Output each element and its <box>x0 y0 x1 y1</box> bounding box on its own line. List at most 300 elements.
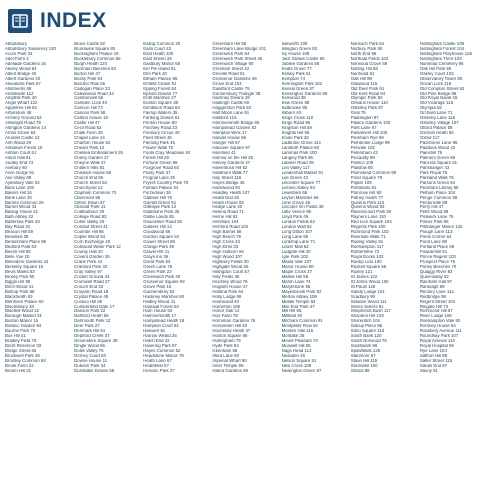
index-entry: Gillespie Park 12 <box>143 205 177 210</box>
index-entry: Queens Park 110 <box>350 200 385 205</box>
index-entry: Soho Square 113 <box>350 329 385 334</box>
index-entry: Furzedown 26 <box>143 190 171 195</box>
index-entry: Pond Lane 88 <box>419 240 447 245</box>
index-entry: Roehampton Vale 92 <box>419 319 461 324</box>
index-entry: Great Park 53 <box>143 259 171 264</box>
index-entry: Crane Park 44 <box>74 259 103 264</box>
index-entry: Oak Hill Park 59 <box>419 66 452 71</box>
index-entry: Orchard Lane 71 <box>419 111 453 116</box>
index-entry: Cherry Garden 27 <box>74 155 109 160</box>
index-entry: Halliford 115 <box>212 116 237 121</box>
index-entry: County Hall 20 <box>74 250 103 255</box>
index-entry: Rainham Hall 97 <box>419 279 452 284</box>
index-entry: Palace Gardens 100 <box>350 121 391 126</box>
index-entry: Adelaide Gardens 16 <box>5 61 46 66</box>
index-entry: Fleming Park 45 <box>143 141 175 146</box>
index-entry: Panshanger 43 <box>419 165 450 170</box>
index-entry: Avon Gorge 91 <box>5 170 35 175</box>
index-entry: Charlton House 62 <box>74 141 111 146</box>
index-entry: Kensington Gardens 98 <box>281 91 328 96</box>
index-entry: Penge Common 58 <box>419 195 458 200</box>
index-entry: Scadbury 90 <box>350 294 376 299</box>
index-entry: Hazelwood 94 <box>212 185 240 190</box>
index-entry: Plumstead Common 98 <box>350 170 397 175</box>
index-entry: Poets Corner 64 <box>419 235 452 240</box>
index-entry: Norwood Grove 68 <box>350 61 388 66</box>
index-entry: Copse Wood 54 <box>74 235 106 240</box>
index-entry: Ashton Court 61 <box>5 150 37 155</box>
index-entry: Homerton 108 <box>212 304 240 309</box>
index-entry: Olympia 92 <box>419 106 442 111</box>
index-entry: Mortlake 36 <box>281 334 305 339</box>
index-entry: Oxshott Heath 65 <box>419 131 454 136</box>
index-entry: Mount Pleasant 74 <box>281 339 318 344</box>
index-entry: Lewisham 56 <box>281 190 308 195</box>
index-entry: Hampton Wick 17 <box>212 131 247 136</box>
index-entry: Bourne Park 70 <box>5 329 36 334</box>
index-entry: St James 122 <box>350 274 378 279</box>
index-entry: Hertford Road 102 <box>212 225 249 230</box>
index-entry: Croydon Road 18 <box>74 289 109 294</box>
index-entry: North End 96 <box>350 51 377 56</box>
index-entry: Foxgrove Road 60 <box>143 165 180 170</box>
index-entry: Sandy Lodge 101 <box>350 289 385 294</box>
index-entry: Burton Hill 47 <box>74 71 101 76</box>
index-entry: Basing House 21 <box>5 210 39 215</box>
index-entry: Gallows Hill 76 <box>143 195 173 200</box>
index-entry: Camden Lock 40 <box>74 101 107 106</box>
index-entry: Appletree Hill 62 <box>5 106 37 111</box>
index-entry: Axe Valley 89 <box>5 175 32 180</box>
index-entry: Brent Reservoir 33 <box>5 344 42 349</box>
index-entry: Newington Green 87 <box>281 368 322 373</box>
index-entry: Downe House 11 <box>74 359 108 363</box>
index-entry: Little Venice 95 <box>281 210 312 215</box>
index-entry: Pimlico 109 <box>350 160 374 165</box>
index-entry: Friary Park 37 <box>143 170 171 175</box>
index-entry: Lime Grove 46 <box>281 200 311 205</box>
index-entry: Nottingham Forest 104 <box>419 46 465 51</box>
index-entry: Bishop Park 58 <box>5 289 35 294</box>
index-entry: Hersham 104 <box>212 220 239 225</box>
index-entry: Royal Arsenal 114 <box>419 339 455 344</box>
index-entry: Cheam Park 12 <box>74 146 105 151</box>
index-entry: Pinner Park 96 <box>419 220 449 225</box>
index-entry: Nottingham Trent 103 <box>419 56 462 61</box>
index-entry: Garratt Green 51 <box>143 200 177 205</box>
index-entry: Greenham Hill 55 <box>212 42 247 46</box>
index-entry: Latimer Road 39 <box>281 160 314 165</box>
index-entry: Ruxley 121 <box>350 269 373 274</box>
index-entry: Archery Ground 54 <box>5 116 42 121</box>
index-entry: Shoreditch 104 <box>350 319 380 324</box>
index-entry: Rotherhithe 72 <box>350 250 380 255</box>
index-entry: Gower Street 65 <box>143 240 175 245</box>
index-entry: Osterley Park 87 <box>350 106 384 111</box>
index-entry: Gravel Hill 41 <box>143 250 170 255</box>
index-entry: Beacon Hill 59 <box>5 230 34 235</box>
index-entry: Nonsuch Park 54 <box>350 42 385 46</box>
index-entry: Akeley Wood 64 <box>5 66 37 71</box>
index-entry: Middle Temple 84 <box>281 299 316 304</box>
index-entry: Island Gardens 69 <box>212 368 248 373</box>
index-entry: Kennington Park 102 <box>281 81 323 86</box>
index-entry: Lambeth Palace 60 <box>281 146 319 151</box>
index-entry: Langley Park 86 <box>281 155 313 160</box>
index-entry: Epping Forest 64 <box>143 86 177 91</box>
index-entry: Half Moon Lane 91 <box>212 111 250 116</box>
index-entry: Bevis Marks 63 <box>5 269 35 274</box>
index-entry: Kilburn 40 <box>281 111 302 116</box>
index-entry: Devonshire Square 48 <box>74 339 118 344</box>
index-entry: London Fields 62 <box>281 220 315 225</box>
index-entry: Nunhead Cemetery 96 <box>419 61 464 66</box>
index-entry: Forest Hill 29 <box>143 155 169 160</box>
index-entry: Clapham Common 70 <box>74 190 117 195</box>
index-entry: High Cross 43 <box>212 240 240 245</box>
index-entry: Old Deer Park 91 <box>350 86 385 91</box>
index-entry: Burnham Beeches 63 <box>74 66 116 71</box>
index-entry: Portland Place 96 <box>419 245 455 250</box>
index-entry: Eastbury Manor 68 <box>143 61 180 66</box>
index-entry: Earls Court 43 <box>143 46 172 51</box>
index-entry: Seven Sisters 81 <box>350 304 384 309</box>
index-entry: Deptford Creek 37 <box>74 334 110 339</box>
index-entry: Paddock Wood 42 <box>419 146 456 151</box>
index-entry: Parkland Walk 75 <box>419 175 454 180</box>
index-entry: Ickenham 58 <box>212 349 238 354</box>
index-entry: Handel House 86 <box>212 136 246 141</box>
index-entry: Mill Hill 65 <box>281 309 302 314</box>
index-entry: Pembroke Lodge 99 <box>350 141 390 146</box>
index-entry: Packhorse Lane 96 <box>419 141 458 146</box>
index-entry: High Beech 79 <box>212 235 241 240</box>
index-entry: High Wood 107 <box>212 254 243 259</box>
index-entry: Ham House 50 <box>143 309 173 314</box>
index-entry: Albert Bridge 40 <box>5 71 37 76</box>
index-column <box>5 42 70 484</box>
index-entry: Kidbrooke 85 <box>281 106 308 111</box>
index-entry: Painshill 79 <box>419 150 443 155</box>
index-entry: Oval 75 <box>350 111 366 116</box>
index-entry: Richmond Park 102 <box>350 230 389 235</box>
index-entry: Epsom Downs 77 <box>143 91 178 96</box>
index-entry: Holmwood 40 <box>212 299 239 304</box>
index-entry: Reigate Hill 73 <box>419 304 449 309</box>
index-entry: Kelsey Park 61 <box>281 71 311 76</box>
index-entry: Fortune Green 88 <box>143 160 178 165</box>
index-entry: Hilly Fields 35 <box>212 274 240 279</box>
index-entry: Hillingdon Court 57 <box>212 269 250 274</box>
index-entry: Herne Hill 92 <box>212 215 238 220</box>
index-entry: Bay Road 31 <box>5 225 31 230</box>
index-entry: Hurlingham 79 <box>212 339 241 344</box>
index-entry: Hanover Square 97 <box>212 146 251 151</box>
index-entry: Green Lane 76 <box>143 264 173 269</box>
index-entry: Acorn Park 34 <box>5 51 33 56</box>
index-entry: Lee Green 42 <box>281 175 309 180</box>
index-entry: Rosebery Avenue 111 <box>419 329 462 334</box>
index-entry: Ilford Lane 60 <box>212 354 239 359</box>
index-entry: Highgate Wood 60 <box>212 264 249 269</box>
index-entry: Greenham Lane Bridge 101 <box>212 46 267 51</box>
index-entry: Cotswold Water Park 12 <box>74 245 121 250</box>
index-entry: Hedge Lane 30 <box>212 205 243 210</box>
index-entry: Dorney Court 60 <box>74 354 107 359</box>
index-entry: Albert Gardens 20 <box>5 76 41 81</box>
index-entry: Foots Cray Meadows 92 <box>143 150 191 155</box>
index-entry: Bearsted 38 <box>5 235 29 240</box>
index-entry: Eltham Palace 85 <box>143 76 178 81</box>
index-entry: Back Lane 100 <box>5 185 34 190</box>
index-entry: Clifton Down 67 <box>74 200 105 205</box>
index-entry: Cuckoo Hill 80 <box>74 299 103 304</box>
index-entry: Conduit Street 41 <box>74 225 108 230</box>
index-entry: College Road 83 <box>74 215 107 220</box>
index-entry: Cromwell Road 27 <box>74 279 110 284</box>
index-entry: Abbotsbury Swannery 120 <box>5 46 56 51</box>
index-entry: Broom Hill 21 <box>5 368 32 373</box>
index-entry: Hoo Farm 78 <box>212 314 238 319</box>
index-entry: Gunnersbury 62 <box>143 289 175 294</box>
index-entry: St Pauls 126 <box>350 284 376 289</box>
index-entry: Kew Green 88 <box>281 101 310 106</box>
index-entry: Hainault Forest 63 <box>143 304 179 309</box>
index-entry: Long Lane 95 <box>281 235 309 240</box>
index-entry: Prince Regent 103 <box>419 254 456 259</box>
index-entry: Millfield 40 <box>281 314 303 319</box>
index-entry: Rye Lane 104 <box>419 349 447 354</box>
index-entry: Blackheath 63 <box>5 294 33 299</box>
index-entry: Ivy House 108 <box>281 51 310 56</box>
index-entry: Camberwell 56 <box>74 96 104 101</box>
index-entry: Long Ditton 107 <box>281 230 313 235</box>
index-entry: Plaistow 80 <box>350 165 373 170</box>
index-entry: Coldharbour 28 <box>74 210 105 215</box>
index-entry: Oxted 117 <box>419 136 440 141</box>
index-entry: Montpelier Row 54 <box>281 324 318 329</box>
index-entry: Ashdown Forest 16 <box>5 146 43 151</box>
index-entry: River Lodge 108 <box>419 314 452 319</box>
index-entry: Allotments 68 <box>5 86 32 91</box>
index-entry: Old Pine Bridge 88 <box>419 91 457 96</box>
index-entry: Ash Wood 29 <box>5 141 31 146</box>
index-entry: Hogarth House 47 <box>212 284 248 289</box>
index-entry: Angel Wharf 122 <box>5 101 38 106</box>
index-entry: Heath House 83 <box>212 200 244 205</box>
index-entry: Adel Farm 2 <box>5 56 29 61</box>
index-entry: Gunnersbury Triangle 38 <box>212 91 261 96</box>
index-entry: London Wall 53 <box>281 225 312 230</box>
index-entry: Guildford Castle 75 <box>212 86 250 91</box>
index-entry: Deer Park 27 <box>74 324 100 329</box>
index-entry: Lloyd Park 45 <box>281 215 309 220</box>
index-entry: Piccadilly 89 <box>350 155 375 160</box>
index-entry: Hoxton Square 86 <box>212 334 248 339</box>
index-entry: Pickwick Lane 76 <box>419 215 454 220</box>
index-entry: Grays Inn 36 <box>143 254 169 259</box>
index-entry: Holly Lodge 68 <box>212 294 242 299</box>
index-entry: Hayes Bridge 45 <box>212 180 245 185</box>
index-entry: Savoy 91 <box>419 368 438 373</box>
index-entry: High Barnet 66 <box>212 230 242 235</box>
index-entry: Canons Park 58 <box>74 111 106 116</box>
index-entry: Havering Park 87 <box>143 344 177 349</box>
index-entry: Audley End 74 <box>5 160 34 165</box>
index-entry: Redbridge 98 <box>419 294 446 299</box>
index-entry: Petersham 42 <box>350 150 378 155</box>
index-entry: Otford Palace 58 <box>419 126 453 131</box>
index-entry: Chapel Lane 44 <box>74 136 105 141</box>
index-entry: Lyle Park 103 <box>281 254 308 259</box>
index-entry: Golders Hill 14 <box>143 225 172 230</box>
index-entry: Corn Exchange 40 <box>74 240 111 245</box>
index-entry: Old Kent Road 94 <box>350 91 386 96</box>
index-entry: Dollis Valley 75 <box>74 349 104 354</box>
index-entry: Parsons Green 54 <box>419 180 456 185</box>
index-entry: Stockwell 100 <box>350 363 378 368</box>
index-entry: Dartford Heath 66 <box>74 314 109 319</box>
index-entry: Greenwich Village 90 <box>212 61 254 66</box>
index-entry: Hammersmith Bridge 95 <box>212 121 260 126</box>
index-entry: Cheyne Walk 27 <box>74 160 106 165</box>
index-entry: Horsenden Hill 33 <box>212 324 247 329</box>
index-entry: Rectory Lane 114 <box>419 289 454 294</box>
index-entry: Biggin Hill 95 <box>5 279 31 284</box>
index-entry: Hatch End 42 <box>143 339 170 344</box>
index-entry: Bushy Park 64 <box>74 76 103 81</box>
index-entry: Leadenhall Market 91 <box>281 170 324 175</box>
index-entry: Arundel Castle 12 <box>5 136 40 141</box>
index-entry: Pelham Place 104 <box>419 190 456 195</box>
index-column <box>74 42 139 484</box>
index-entry: Lea Valley 117 <box>281 165 310 170</box>
index-entry: Bromley Common 84 <box>5 359 46 363</box>
index-entry: Barnet Wood 43 <box>5 205 37 210</box>
index-column <box>282 42 347 484</box>
index-column <box>420 42 485 484</box>
index-entry: East Sheen 26 <box>143 56 172 61</box>
index-entry: Marsh Lane 74 <box>281 279 311 284</box>
index-entry: Chiswick House 58 <box>74 170 112 175</box>
index-entry: Perry Hill 47 <box>419 205 444 210</box>
index-entry: Flower Walk 75 <box>143 146 174 151</box>
index-entry: Putney Heath 77 <box>350 195 384 200</box>
index-entry: Imperial Wharf 90 <box>212 359 247 363</box>
index-entry: Leyton Marshes 66 <box>281 195 319 200</box>
index-entry: Poplar 109 <box>350 180 372 185</box>
index-entry: Grosvenor Square 92 <box>143 279 185 284</box>
index-entry: Ambleside 112 <box>5 91 34 96</box>
index-entry: St Johns Wood 106 <box>350 279 389 284</box>
index-entry: Nottingham Castle 109 <box>419 42 465 46</box>
index-entry: Goodwood 56 <box>143 230 171 235</box>
index-entry: Hadleigh Castle 60 <box>212 101 250 106</box>
index-entry: Old Compton Street 62 <box>419 86 465 91</box>
index-entry: Elm Park 40 <box>143 71 167 76</box>
index-entry: Ruislip Lido 100 <box>350 259 382 264</box>
index-entry: Southwark 96 <box>350 344 378 349</box>
index-entry: Jubilee Gardens 66 <box>281 61 320 66</box>
index-entry: Keats Grove 77 <box>281 66 312 71</box>
index-entry: Petts Wood 98 <box>419 210 449 215</box>
index-entry: Peckham Rye 59 <box>350 136 384 141</box>
index-entry: Bloomsbury 33 <box>5 304 34 309</box>
index-entry: Dingle Wood 66 <box>74 344 105 349</box>
index-entry: Oakley Court 103 <box>419 71 454 76</box>
index-entry: Greenwich Park 40 <box>143 274 181 279</box>
index-entry: Stanmore 67 <box>350 354 376 359</box>
index-entry: Sidcup Place 96 <box>350 324 383 329</box>
index-entry: Notting Hill 68 <box>350 66 378 71</box>
index-entry: Cannon Hill 73 <box>74 106 103 111</box>
index-entry: Hadley Wood 41 <box>143 299 176 304</box>
index-entry: Queens Wood 93 <box>350 205 385 210</box>
index-entry: Castle Hill 47 <box>74 121 100 126</box>
index-entry: Nags Head 113 <box>281 349 312 354</box>
index-entry: Hyde Park 94 <box>212 344 239 349</box>
index-entry: Ladbroke Grove 114 <box>281 141 321 146</box>
index-entry: Fulham Palace 54 <box>143 185 179 190</box>
index-entry: Roundhay Park 107 <box>419 334 459 339</box>
index-entry: Helena Road 71 <box>212 210 244 215</box>
index-entry: Aylesbury Vale 34 <box>5 180 40 185</box>
index-entry: Osterley Village 107 <box>419 121 459 126</box>
index-entry: Bradley Field 76 <box>5 339 37 344</box>
index-entry: Greenwich Park 54 <box>212 51 250 56</box>
index-entry: Kempton 74 <box>281 76 305 81</box>
index-entry: Belvedere Gardens 44 <box>5 259 49 264</box>
index-entry: Mayesbrook Park 92 <box>281 289 322 294</box>
index-entry: Bakers Hill 34 <box>5 190 32 195</box>
index-column <box>212 42 277 484</box>
index-entry: Battersea Park 43 <box>5 220 40 225</box>
index-entry: Powdermill 61 <box>419 250 448 255</box>
index-entry: Old Royal Naval 45 <box>419 96 458 101</box>
book-index-icon <box>8 9 32 33</box>
index-entry: Pancras Square 81 <box>419 160 458 165</box>
index-entry: Euston Square 38 <box>143 101 179 106</box>
index-entry: Hammersmith 17 <box>143 314 177 319</box>
index-column <box>143 42 208 484</box>
index-entry: Frognal Lane 25 <box>143 175 175 180</box>
index-entry: Harrow on the Hill 26 <box>212 155 253 160</box>
index-entry: Kings Cross 110 <box>281 116 314 121</box>
index-entry: Hayes Common 52 <box>143 349 181 354</box>
index-entry: Barnes Common 26 <box>5 200 44 205</box>
index-entry: Roding Valley 91 <box>350 240 384 245</box>
index-entry: Brunswick Square 80 <box>74 46 116 51</box>
index-entry: Morden Hall 115 <box>281 329 314 334</box>
index-entry: Farthing Downs 91 <box>143 116 180 121</box>
index-columns <box>5 42 485 484</box>
index-entry: Queensway 52 <box>419 274 449 279</box>
index-entry: Ravenscourt Park 90 <box>350 210 392 215</box>
index-entry: Harefield 41 <box>212 150 236 155</box>
index-entry: Richmond Hill 57 <box>419 309 453 314</box>
index-entry: Eel Pie Island 51 <box>143 66 176 71</box>
index-header <box>8 8 308 34</box>
index-entry: Arkwright Road 79 <box>5 121 41 126</box>
index-entry: Finchley Road 23 <box>143 126 178 131</box>
index-entry: Danson Park 22 <box>74 309 106 314</box>
index-entry: Ampthill Park 40 <box>5 96 37 101</box>
index-entry: Hounslow Heath 47 <box>212 329 251 334</box>
index-entry: Olympic Park 60 <box>350 96 383 101</box>
index-entry: Kensal Green 37 <box>281 86 315 91</box>
index-entry: Islington Green 83 <box>281 46 318 51</box>
index-entry: Selsdon Wood 111 <box>350 299 387 304</box>
